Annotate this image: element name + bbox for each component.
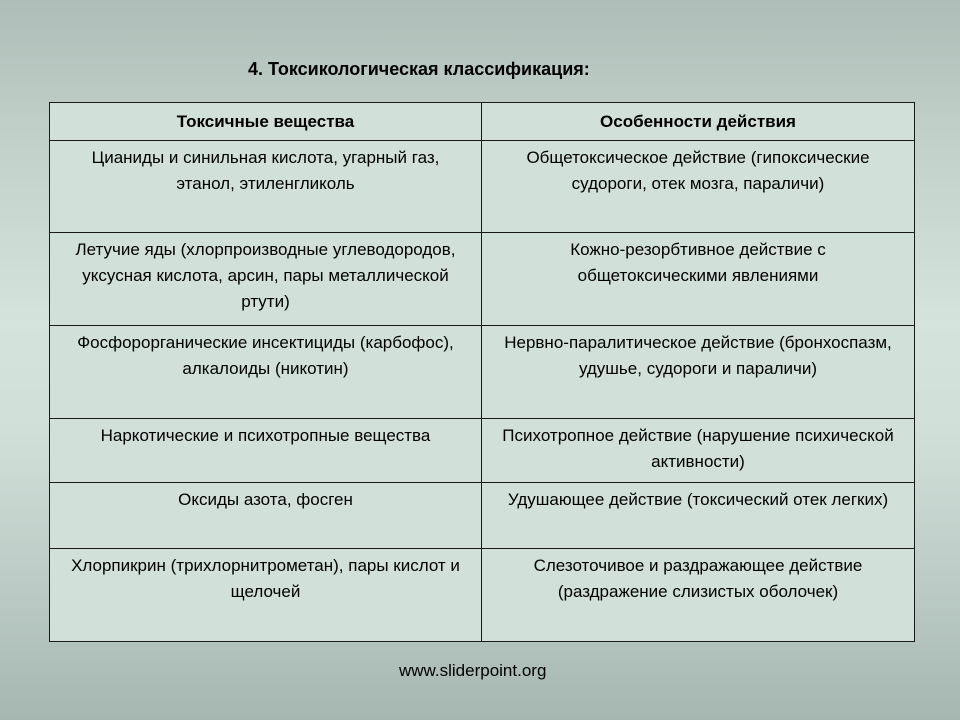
table-row <box>50 483 915 549</box>
substance-cell: Фосфорорганические инсектициды (карбофос), алкалоиды (никотин) <box>50 326 482 419</box>
header-toxic-substances: Токсичные вещества <box>50 103 482 141</box>
table-header-row <box>50 103 915 141</box>
substance-cell: Наркотические и психотропные вещества <box>50 419 482 483</box>
action-cell: Психотропное действие (нарушение психической активности) <box>482 419 915 483</box>
action-cell: Удушающее действие (токсический отек легких) <box>482 483 915 549</box>
substance-cell: Цианиды и синильная кислота, угарный газ, этанол, этиленгликоль <box>50 141 482 233</box>
header-action-features: Особенности действия <box>482 103 915 141</box>
action-cell: Слезоточивое и раздражающее действие (раздражение слизистых оболочек) <box>482 549 915 642</box>
action-cell: Кожно-резорбтивное действие с общетоксическими явлениями <box>482 233 915 326</box>
table-row <box>50 233 915 326</box>
substance-cell: Хлорпикрин (трихлорнитрометан), пары кислот и щелочей <box>50 549 482 642</box>
table-row <box>50 326 915 419</box>
table-row <box>50 141 915 233</box>
substance-cell: Летучие яды (хлорпроизводные углеводородов, уксусная кислота, арсин, пары металлической ртути) <box>50 233 482 326</box>
footer-website: www.sliderpoint.org <box>399 661 547 680</box>
table-row <box>50 549 915 642</box>
classification-table <box>49 102 915 642</box>
action-cell: Общетоксическое действие (гипоксические судороги, отек мозга, параличи) <box>482 141 915 233</box>
classification-table-wrapper <box>49 102 914 642</box>
action-cell: Нервно-паралитическое действие (бронхоспазм, удушье, судороги и параличи) <box>482 326 915 419</box>
slide-title: 4. Токсикологическая классификация: <box>248 59 590 79</box>
table-row <box>50 419 915 483</box>
substance-cell: Оксиды азота, фосген <box>50 483 482 549</box>
